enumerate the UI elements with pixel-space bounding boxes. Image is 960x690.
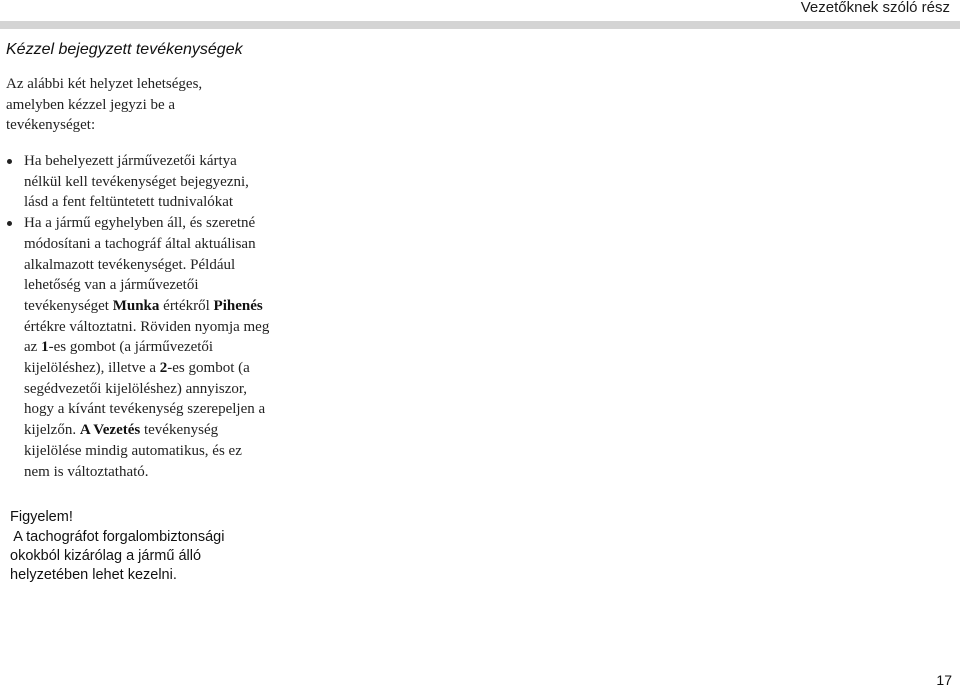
- bullet-line: nélkül kell tevékenységet bejegyezni,: [24, 173, 249, 190]
- bullet-line: alkalmazott tevékenységet. Például: [24, 256, 236, 273]
- bullet-line: Ha behelyezett járművezetői kártya: [24, 153, 237, 169]
- bullet-line: lehetőség van a járművezetői: [24, 277, 199, 294]
- bullet-list: [6, 151, 336, 482]
- bullet-icon: [7, 159, 12, 164]
- bullet-line: az 1-es gombot (a járművezetői: [24, 339, 214, 356]
- note-line: A tachográfot forgalombiztonsági: [10, 529, 225, 545]
- bullet-line: nem is változtatható.: [24, 463, 149, 480]
- intro-line: Az alábbi két helyzet lehetséges,: [6, 76, 203, 92]
- bullet-line: segédvezetői kijelöléshez) annyiszor,: [24, 380, 248, 397]
- bullet-line: kijelölése mindig automatikus, és ez: [24, 442, 242, 459]
- bullet-item-card-missing: [6, 151, 336, 213]
- bullet-line: Ha a jármű egyhelyben áll, és szeretné: [24, 215, 256, 232]
- running-header: Vezetőknek szóló rész: [800, 0, 950, 16]
- intro-paragraph: [6, 74, 306, 136]
- button-1-label: 1: [41, 339, 49, 356]
- intro-line: tevékenységet:: [6, 117, 96, 133]
- bullet-text: [24, 151, 336, 213]
- bullet-line: módosítani a tachográf által aktuálisan: [24, 235, 256, 252]
- activity-work-label: Munka: [112, 297, 160, 314]
- note-line: okokból kizárólag a jármű álló: [10, 548, 202, 564]
- note-title: Figyelem!: [10, 509, 73, 525]
- intro-line: amelyben kézzel jegyzi be a: [6, 96, 176, 113]
- note-body: [10, 528, 310, 585]
- button-2-label: 2: [159, 360, 168, 377]
- page-number: 17: [936, 672, 952, 688]
- bullet-line: kijelöléshez), illetve a 2-es gombot (a: [24, 360, 250, 377]
- activity-rest-label: Pihenés: [213, 297, 263, 314]
- driving-activity-label: A Vezetés: [79, 422, 141, 439]
- header-rule: [0, 21, 960, 29]
- bullet-item-vehicle-stationary: [6, 213, 336, 482]
- bullet-line: hogy a kívánt tevékenység szerepeljen a: [24, 401, 266, 418]
- bullet-line: értékre változtatni. Röviden nyomja meg: [24, 318, 270, 335]
- bullet-line: lásd a fent feltüntetett tudnivalókat: [24, 194, 234, 211]
- note-line: helyzetében lehet kezelni.: [10, 567, 177, 583]
- bullet-line: kijelzőn. A Vezetés tevékenység: [24, 422, 219, 439]
- section-title: Kézzel bejegyzett tevékenységek: [6, 41, 243, 58]
- bullet-icon: [7, 221, 12, 226]
- bullet-text: [24, 213, 336, 482]
- bullet-line: tevékenységet Munka értékről Pihenés: [24, 297, 263, 314]
